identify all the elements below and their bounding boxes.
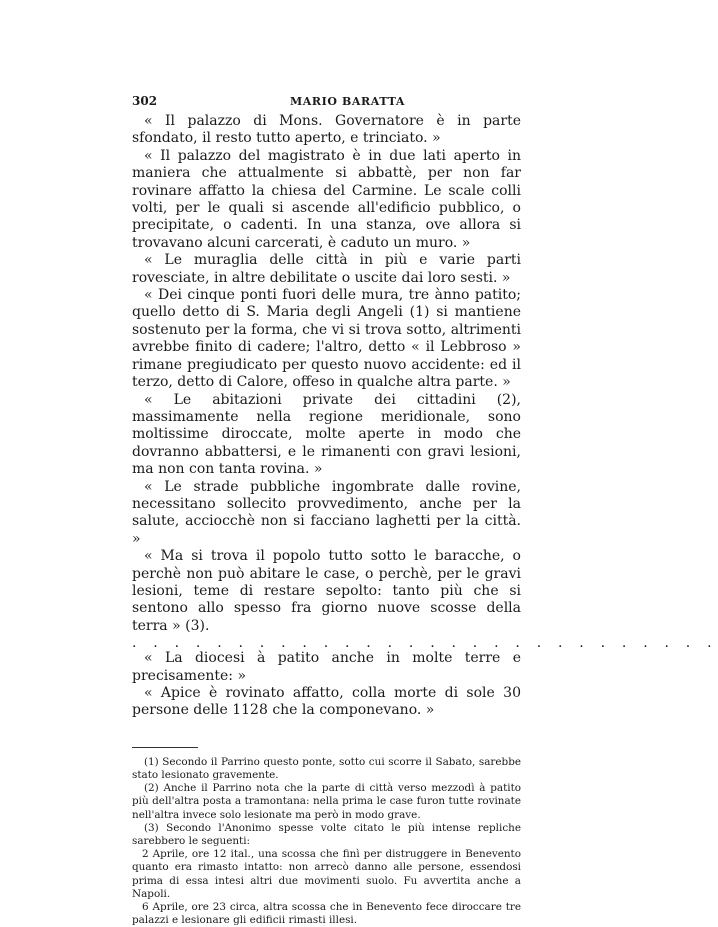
paragraph: « Ma si trova il popolo tutto sotto le baracche, o perchè non può abitare le case, o perchè, per le gravi lesioni, teme di restare sepolto: tanto più che si sentono allo spesso fra giorno nuove scosse della terra » (3). [132,548,521,634]
page-number: 302 [132,94,158,108]
footnote: (3) Secondo l'Anonimo spesse volte citato le più intense repliche sarebbero le seguenti: [132,821,521,848]
ellipsis-line: . . . . . . . . . . . . . . . . . . . . . . . . . . . . [132,635,718,652]
paragraph: « Il palazzo del magistrato è in due lati aperto in maniera che attualmente si abbattè, per non far rovinare affatto la chiesa del Carmine. Le scale colli volti, per le quali si ascende all'edificio pubblico, o precipitate, o cadenti. In una stanza, ove allora si trovavano alcuni carcerati, è caduto un muro. » [132,147,521,251]
footnote-divider [132,747,198,748]
paragraph: « Le muraglia delle città in più e varie parti rovesciate, in altre debilitate o uscite dai loro sesti. » [132,252,521,286]
paragraph: « Apice è rovinato affatto, colla morte di sole 30 persone delle 1128 che la componevano. » [132,685,521,719]
paragraph: « Dei cinque ponti fuori delle mura, tre ànno patito; quello detto di S. Maria degli Angeli (1) si mantiene sostenuto per la forma, che vi si trova sotto, altrimenti avrebbe finito di cadere; l'altro, detto « il Lebbroso » rimane pregiudicato per questo nuovo accidente: ed il terzo, detto di Calore, offeso in qualche altra parte. » [132,287,521,391]
page-header [132,94,521,112]
main-text [132,113,718,720]
footnote-entry: 2 Aprile, ore 12 ital., una scossa che finì per distruggere in Benevento quanto era rimasto intatto: non arrecò danno alle persone, essendosi prima di essa intesi altri due movimenti suolo. Fu avvertita anche a Napoli. [132,848,521,900]
footnote: (1) Secondo il Parrino questo ponte, sotto cui scorre il Sabato, sarebbe stato lesionato gravemente. [132,755,521,782]
footnote: (2) Anche il Parrino nota che la parte di città verso mezzodì à patito più dell'altra posta a tramontana: nella prima le case furon tutte rovinate nell'altra invece solo lesionate ma però in modo grave. [132,782,521,821]
footnotes [132,756,521,927]
book-page [132,94,718,927]
footnote-entry: 6 Aprile, ore 23 circa, altra scossa che in Benevento fece diroccare tre palazzi e lesionare gli edificii rimasti illesi. [132,901,521,927]
paragraph: « Il palazzo di Mons. Governatore è in parte sfondato, il resto tutto aperto, e trinciato. » [132,113,521,147]
paragraph: « Le abitazioni private dei cittadini (2), massimamente nella regione meridionale, sono moltissime diroccate, molte aperte in modo che dovranno abbattersi, e le rimanenti con gravi lesioni, ma non con tanta rovina. » [132,391,521,478]
paragraph: « Le strade pubbliche ingombrate dalle rovine, necessitano sollecito provvedimento, anche per la salute, acciocchè non si facciano laghetti per la città. » [132,478,521,547]
running-title: MARIO BARATTA [290,95,406,108]
paragraph: « La diocesi à patito anche in molte terre e precisamente: » [132,650,521,684]
